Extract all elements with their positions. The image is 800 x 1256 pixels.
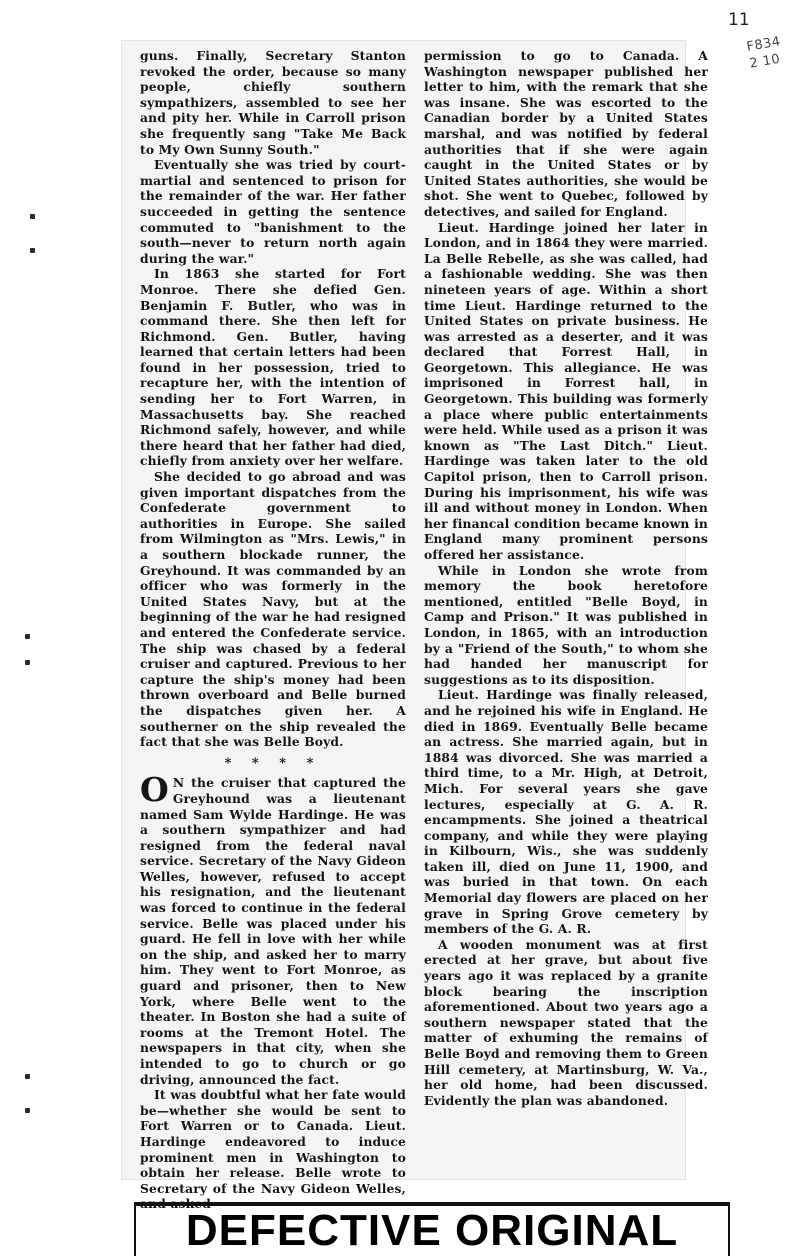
drop-cap: O: [140, 770, 169, 810]
article-right-column: [424, 48, 708, 1108]
margin-mark: [25, 1074, 30, 1079]
article-left-column: [140, 48, 406, 1212]
margin-mark: [30, 214, 35, 219]
section-separator: * * * *: [224, 755, 322, 771]
paragraph: guns. Finally, Secretary Stanton revoked the order, because so many people, chiefly southern sympathizers, assembled to see her and pity her. While in Carroll prison she frequently sang "Take Me Back to My Own Sunny South.": [140, 48, 406, 157]
paragraph: A wooden monument was at first erected at her grave, but about five years ago it was replaced by a granite block bearing the inscription aforementioned. About two years ago a southern newspaper stated that the matter of exhuming the remains of Belle Boyd and removing them to Green Hill cemetery, at Martinsburg, W. Va., her old home, had been discussed. Evidently the plan was abandoned.: [424, 936, 708, 1108]
archive-mark: F834 2 10: [745, 34, 782, 72]
paragraph: permission to go to Canada. A Washington newspaper published her letter to him, with the remark that she was insane. She was escorted to the Canadian border by a United States marshal, and was notified by federal authorities that if she were again caught in the United States or by United States authorities, she would be shot. She went to Quebec, followed by detectives, and sailed for England.: [424, 48, 708, 219]
margin-mark: [30, 248, 35, 253]
paragraph: She decided to go abroad and was given important dispatches from the Confederate government to authorities in Europe. She sailed from Wilmington as "Mrs. Lewis," in a southern blockade runner, the Greyhound. It was commanded by an officer who was formerly in the United States Navy, but at the beginning of the war he had resigned and entered the Confederate service. The ship was chased by a federal cruiser and captured. Previous to her capture the ship's money had been thrown overboard and Belle burned the dispatches given her. A southerner on the ship revealed the fact that she was Belle Boyd.: [140, 469, 406, 750]
paragraph: Eventually she was tried by court-martial and sentenced to prison for the remainder of the war. Her father succeeded in getting the sentence commuted to "banishment to the south—never to return north again during the war.": [140, 157, 406, 266]
paragraph: It was doubtful what her fate would be—whether she would be sent to Fort Warren or to Canada. Lieut. Hardinge endeavored to induce prominent men in Washington to obtain her release. Belle wrote to Secretary of the Navy Gideon Welles, and asked: [140, 1087, 406, 1212]
paragraph: [140, 770, 406, 1087]
drop-cap-text: N the cruiser that captured the Greyhound was a lieutenant named Sam Wylde Hardinge. He was a southern sympathizer and had resigned from the federal naval service. Secretary of the Navy Gideon Welles, however, refused to accept his resignation, and the lieutenant was forced to continue in the federal service. Belle was placed under his guard. He fell in love with her while on the ship, and asked her to marry him. They went to Fort Monroe, as guard and prisoner, then to New York, where Belle went to the theater. In Boston she had a suite of rooms at the Tremont Hotel. The newspapers in that city, when she intended to go to church or go driving, announced the fact.: [140, 775, 406, 1087]
paragraph: In 1863 she started for Fort Monroe. There she defied Gen. Benjamin F. Butler, who was in command there. She then left for Richmond. Gen. Butler, having learned that certain letters had been found in her possession, tried to recapture her, with the intention of sending her to Fort Warren, in Massachusetts bay. She reached Richmond safely, however, and while there heard that her father had died, chiefly from anxiety over her welfare.: [140, 266, 406, 469]
margin-mark: [25, 1108, 30, 1113]
margin-mark: [25, 634, 30, 639]
paragraph: Lieut. Hardinge joined her later in London, and in 1864 they were married. La Belle Rebelle, as she was called, had a fashionable wedding. She was then nineteen years of age. Within a short time Lieut. Hardinge returned to the United States on private business. He was arrested as a deserter, and it was declared that Forrest Hall, in Georgetown. This allegiance. He was imprisoned in Forrest hall, in Georgetown. This building was formerly a place where public entertainments were held. While used as a prison it was known as "The Last Ditch." Lieut. Hardinge was taken later to the old Capitol prison, then to Carroll prison. During his imprisonment, his wife was ill and without money in London. When her financal condition became known in England many prominent persons offered her assistance.: [424, 219, 708, 562]
margin-mark: [25, 660, 30, 665]
defective-original-banner: DEFECTIVE ORIGINAL: [134, 1202, 730, 1256]
paragraph: While in London she wrote from memory the book heretofore mentioned, entitled "Belle Boyd, in Camp and Prison." It was published in London, in 1865, with an introduction by a "Friend of the South," to whom she had handed her manuscript for suggestions as to its disposition.: [424, 562, 708, 687]
paragraph: Lieut. Hardinge was finally released, and he rejoined his wife in England. He died in 1869. Eventually Belle became an actress. She married again, but in 1884 was divorced. She was married a third time, to a Mr. High, at Detroit, Mich. For several years she gave lectures, especially at G. A. R. encampments. She joined a theatrical company, and while they were playing in Kilbourn, Wis., she was suddenly taken ill, died on June 11, 1900, and was buried in that town. On each Memorial day flowers are placed on her grave in Spring Grove cemetery by members of the G. A. R.: [424, 687, 708, 937]
page-number: 11: [728, 10, 750, 30]
